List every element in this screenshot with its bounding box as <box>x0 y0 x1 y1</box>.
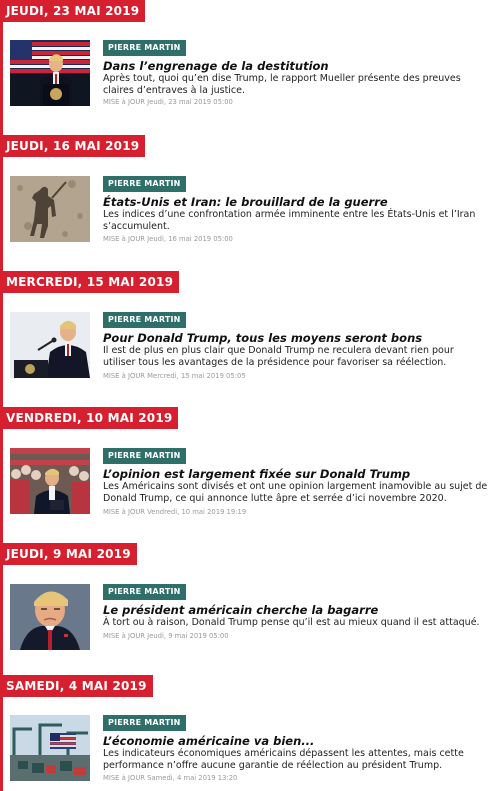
date-header: JEUDI, 9 MAI 2019 <box>0 543 137 565</box>
article-updated-timestamp: MISE à JOUR Vendredi, 10 mai 2019 19:19 <box>103 508 247 516</box>
article-updated-timestamp: MISE à JOUR Jeudi, 16 mai 2019 05:00 <box>103 235 233 243</box>
author-badge[interactable]: PIERRE MARTIN <box>103 40 186 56</box>
article-summary: Après tout, quoi qu’en dise Trump, le rapport Mueller présente des preuves claires d’entraves à la justice. <box>103 73 461 96</box>
article-card[interactable] <box>10 40 490 110</box>
date-header: JEUDI, 23 MAI 2019 <box>0 0 145 22</box>
article-thumbnail[interactable] <box>10 584 90 650</box>
date-header: JEUDI, 16 MAI 2019 <box>0 135 145 157</box>
author-badge[interactable]: PIERRE MARTIN <box>103 715 186 731</box>
date-header: VENDREDI, 10 MAI 2019 <box>0 407 178 429</box>
article-updated-timestamp: MISE à JOUR Samedi, 4 mai 2019 13:20 <box>103 774 238 782</box>
article-headline[interactable]: Dans l’engrenage de la destitution <box>103 59 329 73</box>
author-badge[interactable]: PIERRE MARTIN <box>103 312 186 328</box>
article-summary: Il est de plus en plus clair que Donald Trump ne reculera devant rien pour utiliser tous les avantages de la présidence pour favoriser sa réélection. <box>103 345 454 368</box>
author-badge[interactable]: PIERRE MARTIN <box>103 584 186 600</box>
article-updated-timestamp: MISE à JOUR Mercredi, 15 mai 2019 05:05 <box>103 372 246 380</box>
article-summary: Les indices d’une confrontation armée imminente entre les États-Unis et l’Iran s’accumulent. <box>103 209 476 232</box>
article-headline[interactable]: Pour Donald Trump, tous les moyens seront bons <box>103 331 423 345</box>
article-summary: Les indicateurs économiques américains dépassent les attentes, mais cette performance n’offre aucune garantie de réélection au président Trump. <box>103 748 464 771</box>
article-card[interactable] <box>10 584 490 654</box>
article-summary: Les Américains sont divisés et ont une opinion largement inamovible au sujet de Donald Trump, ce qui annonce lutte âpre et serrée d’ici novembre 2020. <box>103 481 488 504</box>
article-thumbnail[interactable] <box>10 448 90 514</box>
article-headline[interactable]: Le président américain cherche la bagarre <box>103 603 379 617</box>
left-accent-rail <box>0 0 3 791</box>
article-thumbnail[interactable] <box>10 312 90 378</box>
article-card[interactable] <box>10 176 490 246</box>
article-updated-timestamp: MISE à JOUR Jeudi, 9 mai 2019 05:00 <box>103 632 229 640</box>
article-card[interactable] <box>10 312 490 382</box>
article-thumbnail[interactable] <box>10 40 90 106</box>
article-thumbnail[interactable] <box>10 176 90 242</box>
date-header: MERCREDI, 15 MAI 2019 <box>0 271 179 293</box>
article-thumbnail[interactable] <box>10 715 90 781</box>
article-headline[interactable]: États-Unis et Iran: le brouillard de la guerre <box>103 195 388 209</box>
article-updated-timestamp: MISE à JOUR Jeudi, 23 mai 2019 05:00 <box>103 98 233 106</box>
article-headline[interactable]: L’économie américaine va bien... <box>103 734 315 748</box>
article-headline[interactable]: L’opinion est largement fixée sur Donald Trump <box>103 467 411 481</box>
article-card[interactable] <box>10 448 490 518</box>
author-badge[interactable]: PIERRE MARTIN <box>103 448 186 464</box>
article-summary: À tort ou à raison, Donald Trump pense qu’il est au mieux quand il est attaqué. <box>103 617 480 628</box>
article-card[interactable] <box>10 715 490 785</box>
author-badge[interactable]: PIERRE MARTIN <box>103 176 186 192</box>
date-header: SAMEDI, 4 MAI 2019 <box>0 675 153 697</box>
